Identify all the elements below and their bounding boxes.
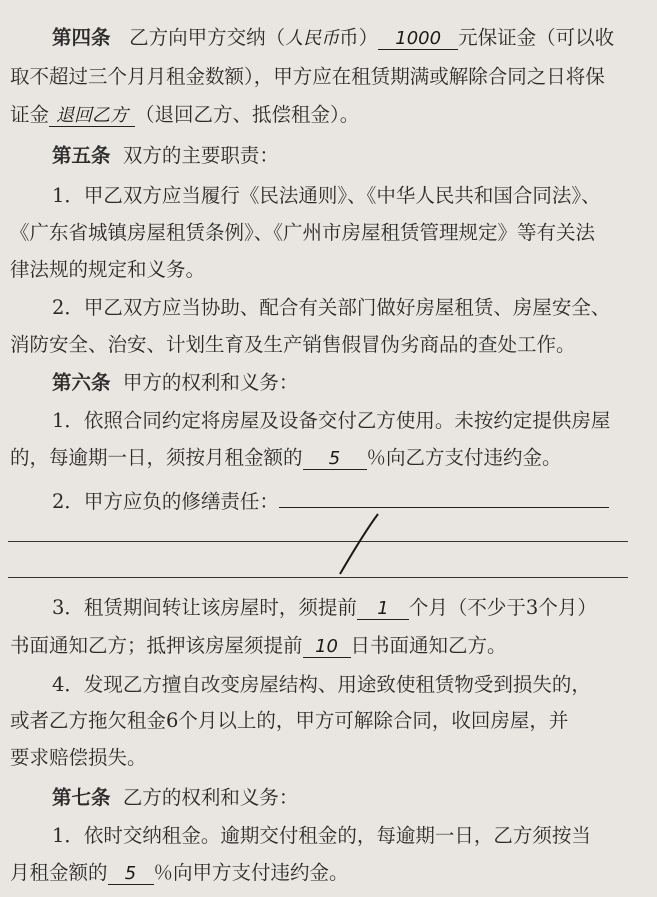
clause5-p1-line1: 1．甲乙双方应当履行《民法通则》、《中华人民共和国合同法》、 xyxy=(52,184,601,207)
clause5-p1-line3: 律法规的规定和义务。 xyxy=(10,258,206,281)
clause6-p4-line1: 4．发现乙方擅自改变房屋结构、用途致使租赁物受到损失的， xyxy=(52,673,591,696)
handwritten-currency: 人民币 xyxy=(285,28,340,49)
clause7-p1-line2: 月租金额的 5 ％向甲方支付违约金。 xyxy=(10,861,349,884)
clause5-p2-line1: 2．甲乙双方应当协助、配合有关部门做好房屋租赁、房屋安全、 xyxy=(52,296,611,319)
repair-duty-rule-2 xyxy=(8,577,628,578)
clause4-line2: 取不超过三个月月租金数额），甲方应在租赁期满或解除合同之日将保 xyxy=(10,65,605,88)
clause5-heading: 第五条 双方的主要职责： xyxy=(52,144,279,167)
clause6-p4-line2: 或者乙方拖欠租金6个月以上的，甲方可解除合同，收回房屋，并 xyxy=(10,709,569,732)
clause5-p2-line2: 消防安全、治安、计划生育及生产销售假冒伪劣商品的查处工作。 xyxy=(10,333,576,356)
clause5-p1-line2: 《广东省城镇房屋租赁条例》、《广州市房屋租赁管理规定》等有关法 xyxy=(10,221,596,244)
clause4-line3: 证金 退回乙方 （退回乙方、抵偿租金）。 xyxy=(10,103,360,126)
clause7-p1-line1: 1．依时交纳租金。逾期交付租金的，每逾期一日，乙方须按当 xyxy=(52,824,591,847)
clause4-title: 第四条 xyxy=(52,26,111,49)
handwritten-refund-choice: 退回乙方 xyxy=(49,102,135,127)
clause6-p3-line2: 书面通知乙方；抵押该房屋须提前 10 日书面通知乙方。 xyxy=(10,634,507,657)
handwritten-mortgage-notice-days: 10 xyxy=(303,633,351,658)
handwritten-strike-slash xyxy=(330,510,390,580)
clause5-title: 第五条 xyxy=(52,144,111,167)
clause6-heading: 第六条 甲方的权利和义务： xyxy=(52,371,299,394)
clause4-line1: 第四条 乙方向甲方交纳（人民币币） 1000 元保证金（可以收 xyxy=(52,26,615,49)
clause7-title: 第七条 xyxy=(52,786,111,809)
handwritten-transfer-notice-months: 1 xyxy=(357,595,409,620)
clause6-title: 第六条 xyxy=(52,371,111,394)
clause6-p4-line3: 要求赔偿损失。 xyxy=(10,746,147,769)
clause6-p2-line: 2．甲方应负的修缮责任： xyxy=(52,483,652,516)
clause6-p3-line1: 3．租赁期间转让该房屋时，须提前 1 个月（不少于3个月） xyxy=(52,596,597,619)
clause6-p1-line2: 的，每逾期一日，须按月租金额的 5 ％向乙方支付违约金。 xyxy=(10,446,562,469)
handwritten-penalty-pct-tenant: 5 xyxy=(108,860,154,885)
handwritten-deposit-amount: 1000 xyxy=(378,25,458,50)
repair-duty-blank xyxy=(279,483,609,508)
clause6-p1-line1: 1．依照合同约定将房屋及设备交付乙方使用。未按约定提供房屋 xyxy=(52,409,611,432)
clause7-heading: 第七条 乙方的权利和义务： xyxy=(52,786,299,809)
repair-duty-rule-1 xyxy=(8,541,628,542)
handwritten-penalty-pct-landlord: 5 xyxy=(303,445,367,470)
